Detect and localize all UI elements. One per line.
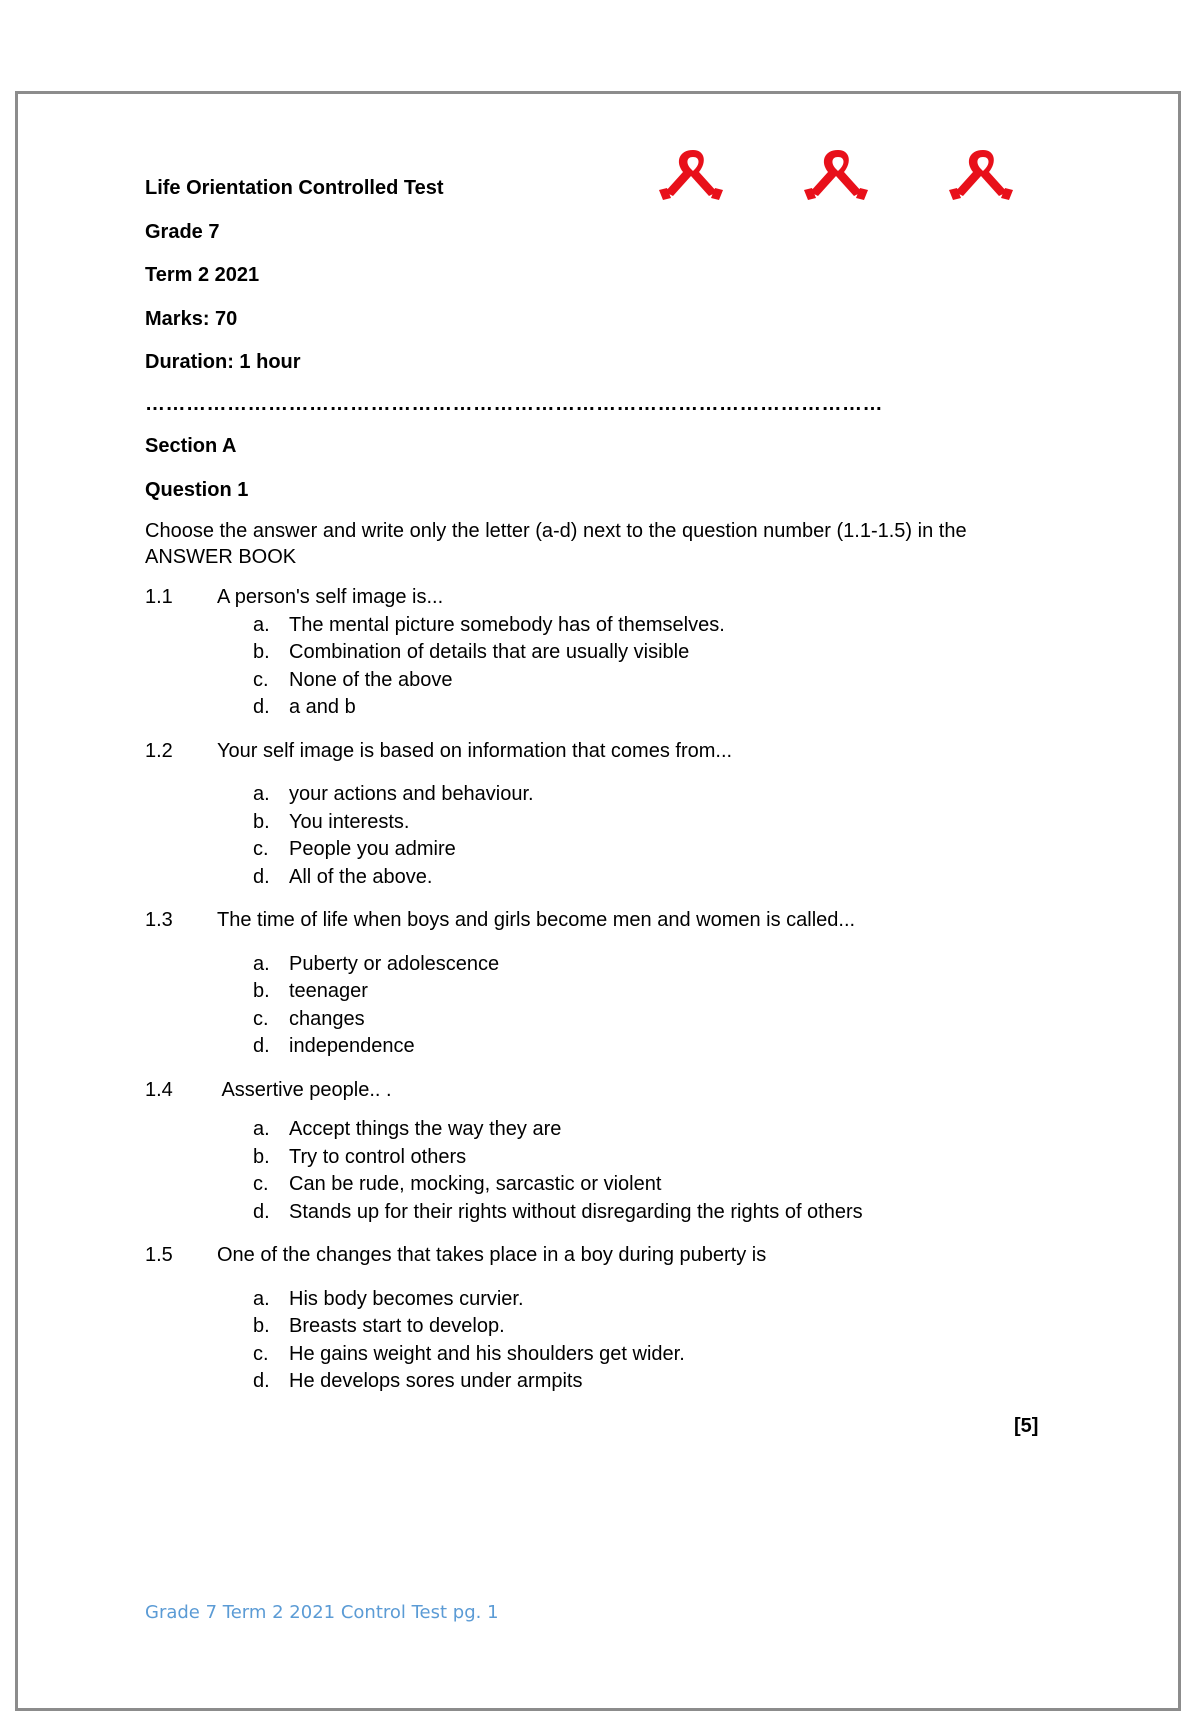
question-text: Your self image is based on information that comes from... xyxy=(217,739,733,762)
marks-label: Marks: 70 xyxy=(145,307,238,330)
option-letter: c. xyxy=(253,1007,269,1030)
section-title: Section A xyxy=(145,435,237,457)
question-text: One of the changes that takes place in a boy during puberty is xyxy=(217,1244,767,1266)
question-item xyxy=(145,1242,1050,1396)
option-letter: d. xyxy=(253,1200,270,1223)
option-text: You interests. xyxy=(289,810,410,833)
option-letter: c. xyxy=(253,1342,269,1365)
test-title: Life Orientation Controlled Test xyxy=(145,177,444,199)
option-item xyxy=(145,1006,1050,1034)
option-text: teenager xyxy=(289,980,368,1002)
option-letter: d. xyxy=(253,1035,270,1057)
question-item xyxy=(145,1077,1050,1227)
question-text: A person's self image is... xyxy=(217,586,444,608)
option-text: He develops sores under armpits xyxy=(289,1370,583,1392)
option-text: Accept things the way they are xyxy=(289,1118,562,1140)
option-letter: d. xyxy=(253,696,270,718)
question-number: 1.4 xyxy=(145,1078,173,1101)
option-list xyxy=(145,1116,1050,1226)
term-label: Term 2 2021 xyxy=(145,264,260,286)
option-text: Stands up for their rights without disregarding the rights of others xyxy=(289,1200,863,1223)
option-list xyxy=(145,1286,1050,1396)
question-title: Question 1 xyxy=(145,479,249,501)
option-item xyxy=(145,1341,1050,1369)
option-item xyxy=(145,612,1050,640)
option-item xyxy=(145,809,1050,837)
option-item xyxy=(145,694,1050,722)
question-text: The time of life when boys and girls become men and women is called... xyxy=(217,909,856,931)
option-letter: a. xyxy=(253,613,270,636)
question-number: 1.5 xyxy=(145,1244,173,1266)
option-text: Combination of details that are usually visible xyxy=(289,641,690,663)
option-letter: d. xyxy=(253,865,270,888)
option-text: Puberty or adolescence xyxy=(289,952,500,975)
option-letter: c. xyxy=(253,668,269,691)
option-text: The mental picture somebody has of themselves. xyxy=(289,613,725,636)
option-item xyxy=(145,864,1050,892)
question-number: 1.2 xyxy=(145,739,173,762)
question-text: Assertive people.. . xyxy=(217,1078,392,1101)
question-item xyxy=(145,907,1050,1061)
dotted-separator: ……………………………………………………………………………………………… xyxy=(145,393,883,415)
instruction-text: Choose the answer and write only the letter (a-d) next to the question number (1.1-1.5) in the ANSWER BOOK xyxy=(145,520,967,568)
option-list xyxy=(145,951,1050,1061)
option-text: your actions and behaviour. xyxy=(289,783,534,805)
option-item xyxy=(145,978,1050,1006)
option-text: Breasts start to develop. xyxy=(289,1315,505,1337)
document-content xyxy=(145,176,1050,1396)
option-list xyxy=(145,612,1050,722)
option-item xyxy=(145,781,1050,809)
section-total-marks: [5] xyxy=(1014,1415,1039,1437)
option-item xyxy=(145,639,1050,667)
option-item xyxy=(145,1286,1050,1314)
question-item xyxy=(145,738,1050,892)
option-letter: b. xyxy=(253,810,270,833)
option-item xyxy=(145,1116,1050,1144)
option-text: He gains weight and his shoulders get wider. xyxy=(289,1342,685,1365)
option-text: Try to control others xyxy=(289,1145,467,1168)
option-item xyxy=(145,1313,1050,1341)
option-text: a and b xyxy=(289,696,356,718)
option-item xyxy=(145,1033,1050,1061)
option-text: changes xyxy=(289,1007,365,1030)
option-letter: b. xyxy=(253,1145,270,1168)
option-text: All of the above. xyxy=(289,865,433,888)
option-item xyxy=(145,1171,1050,1199)
option-text: Can be rude, mocking, sarcastic or violent xyxy=(289,1173,662,1195)
page-footer: Grade 7 Term 2 2021 Control Test pg. 1 xyxy=(145,1602,499,1623)
option-letter: a. xyxy=(253,1118,270,1140)
question-number: 1.1 xyxy=(145,586,173,608)
option-item xyxy=(145,1199,1050,1227)
option-letter: b. xyxy=(253,641,270,663)
option-letter: b. xyxy=(253,980,270,1002)
option-item xyxy=(145,836,1050,864)
duration-label: Duration: 1 hour xyxy=(145,351,301,373)
option-item xyxy=(145,951,1050,979)
option-text: None of the above xyxy=(289,668,453,691)
option-letter: d. xyxy=(253,1370,270,1392)
option-item xyxy=(145,667,1050,695)
option-letter: a. xyxy=(253,1287,270,1310)
option-letter: c. xyxy=(253,838,269,860)
option-letter: b. xyxy=(253,1315,270,1337)
grade-label: Grade 7 xyxy=(145,220,220,243)
question-number: 1.3 xyxy=(145,909,173,931)
question-item xyxy=(145,584,1050,722)
option-letter: c. xyxy=(253,1173,269,1195)
option-item xyxy=(145,1368,1050,1396)
option-letter: a. xyxy=(253,952,270,975)
option-item xyxy=(145,1144,1050,1172)
option-text: People you admire xyxy=(289,838,456,860)
option-text: independence xyxy=(289,1035,415,1057)
option-letter: a. xyxy=(253,783,270,805)
option-text: His body becomes curvier. xyxy=(289,1287,524,1310)
option-list xyxy=(145,781,1050,891)
